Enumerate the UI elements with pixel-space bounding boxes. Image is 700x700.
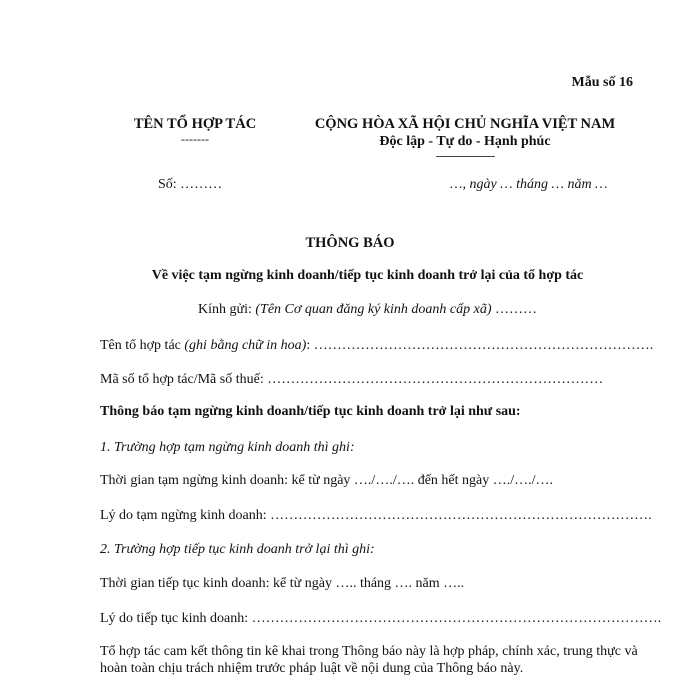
national-title: CỘNG HÒA XÃ HỘI CHỦ NGHĨA VIỆT NAM	[314, 116, 616, 132]
motto-rule: ----------------------	[435, 150, 495, 162]
form-number: Mẫu số 16	[571, 75, 633, 90]
suspend-time-line: Thời gian tạm ngừng kinh doanh: kể từ ngày …./…./…. đến hết ngày …./…./….	[100, 473, 554, 488]
resume-reason-line: Lý do tiếp tục kinh doanh: …………………………………………………………………………….	[100, 611, 662, 626]
case-resume-heading: 2. Trường hợp tiếp tục kinh doanh trở lại thì ghi:	[100, 542, 375, 557]
cooperative-name-line	[100, 338, 653, 354]
tax-code-line: Mã số tổ hợp tác/Mã số thuế: ………………………………………………………………	[100, 372, 604, 387]
suspend-reason-line: Lý do tạm ngừng kinh doanh: ……………………………………………………………………….	[100, 508, 652, 523]
cooperative-name-label: Tên tổ hợp tác	[100, 338, 185, 353]
document-subtitle: Về việc tạm ngừng kinh doanh/tiếp tục kinh doanh trở lại của tổ hợp tác	[151, 268, 584, 283]
document-title: THÔNG BÁO	[305, 235, 395, 251]
national-motto: Độc lập - Tự do - Hạnh phúc	[379, 134, 551, 149]
organization-name: TÊN TỔ HỢP TÁC	[133, 116, 257, 132]
organization-rule: -------	[181, 132, 209, 146]
document-number: Số: ………	[158, 177, 223, 192]
cooperative-name-note: (ghi bằng chữ in hoa)	[184, 338, 307, 353]
recipient-dots: ………	[491, 302, 537, 317]
place-and-date: …, ngày … tháng … năm …	[450, 177, 608, 192]
recipient-line	[0, 302, 700, 318]
case-suspend-heading: 1. Trường hợp tạm ngừng kinh doanh thì ghi:	[100, 440, 355, 455]
recipient-note: (Tên Cơ quan đăng ký kinh doanh cấp xã)	[255, 302, 492, 317]
recipient-label: Kính gửi:	[198, 302, 256, 317]
resume-time-line: Thời gian tiếp tục kinh doanh: kể từ ngày ….. tháng …. năm …..	[100, 576, 465, 591]
commitment-paragraph: Tổ hợp tác cam kết thông tin kê khai trong Thông báo này là hợp pháp, chính xác, trung thực và hoàn toàn chịu trách nhiệm trước pháp luật về nội dung của Thông báo này.	[100, 644, 638, 676]
cooperative-name-dots: : ……………………………………………………………….	[306, 338, 654, 353]
notice-heading: Thông báo tạm ngừng kinh doanh/tiếp tục kinh doanh trở lại như sau:	[100, 404, 521, 419]
